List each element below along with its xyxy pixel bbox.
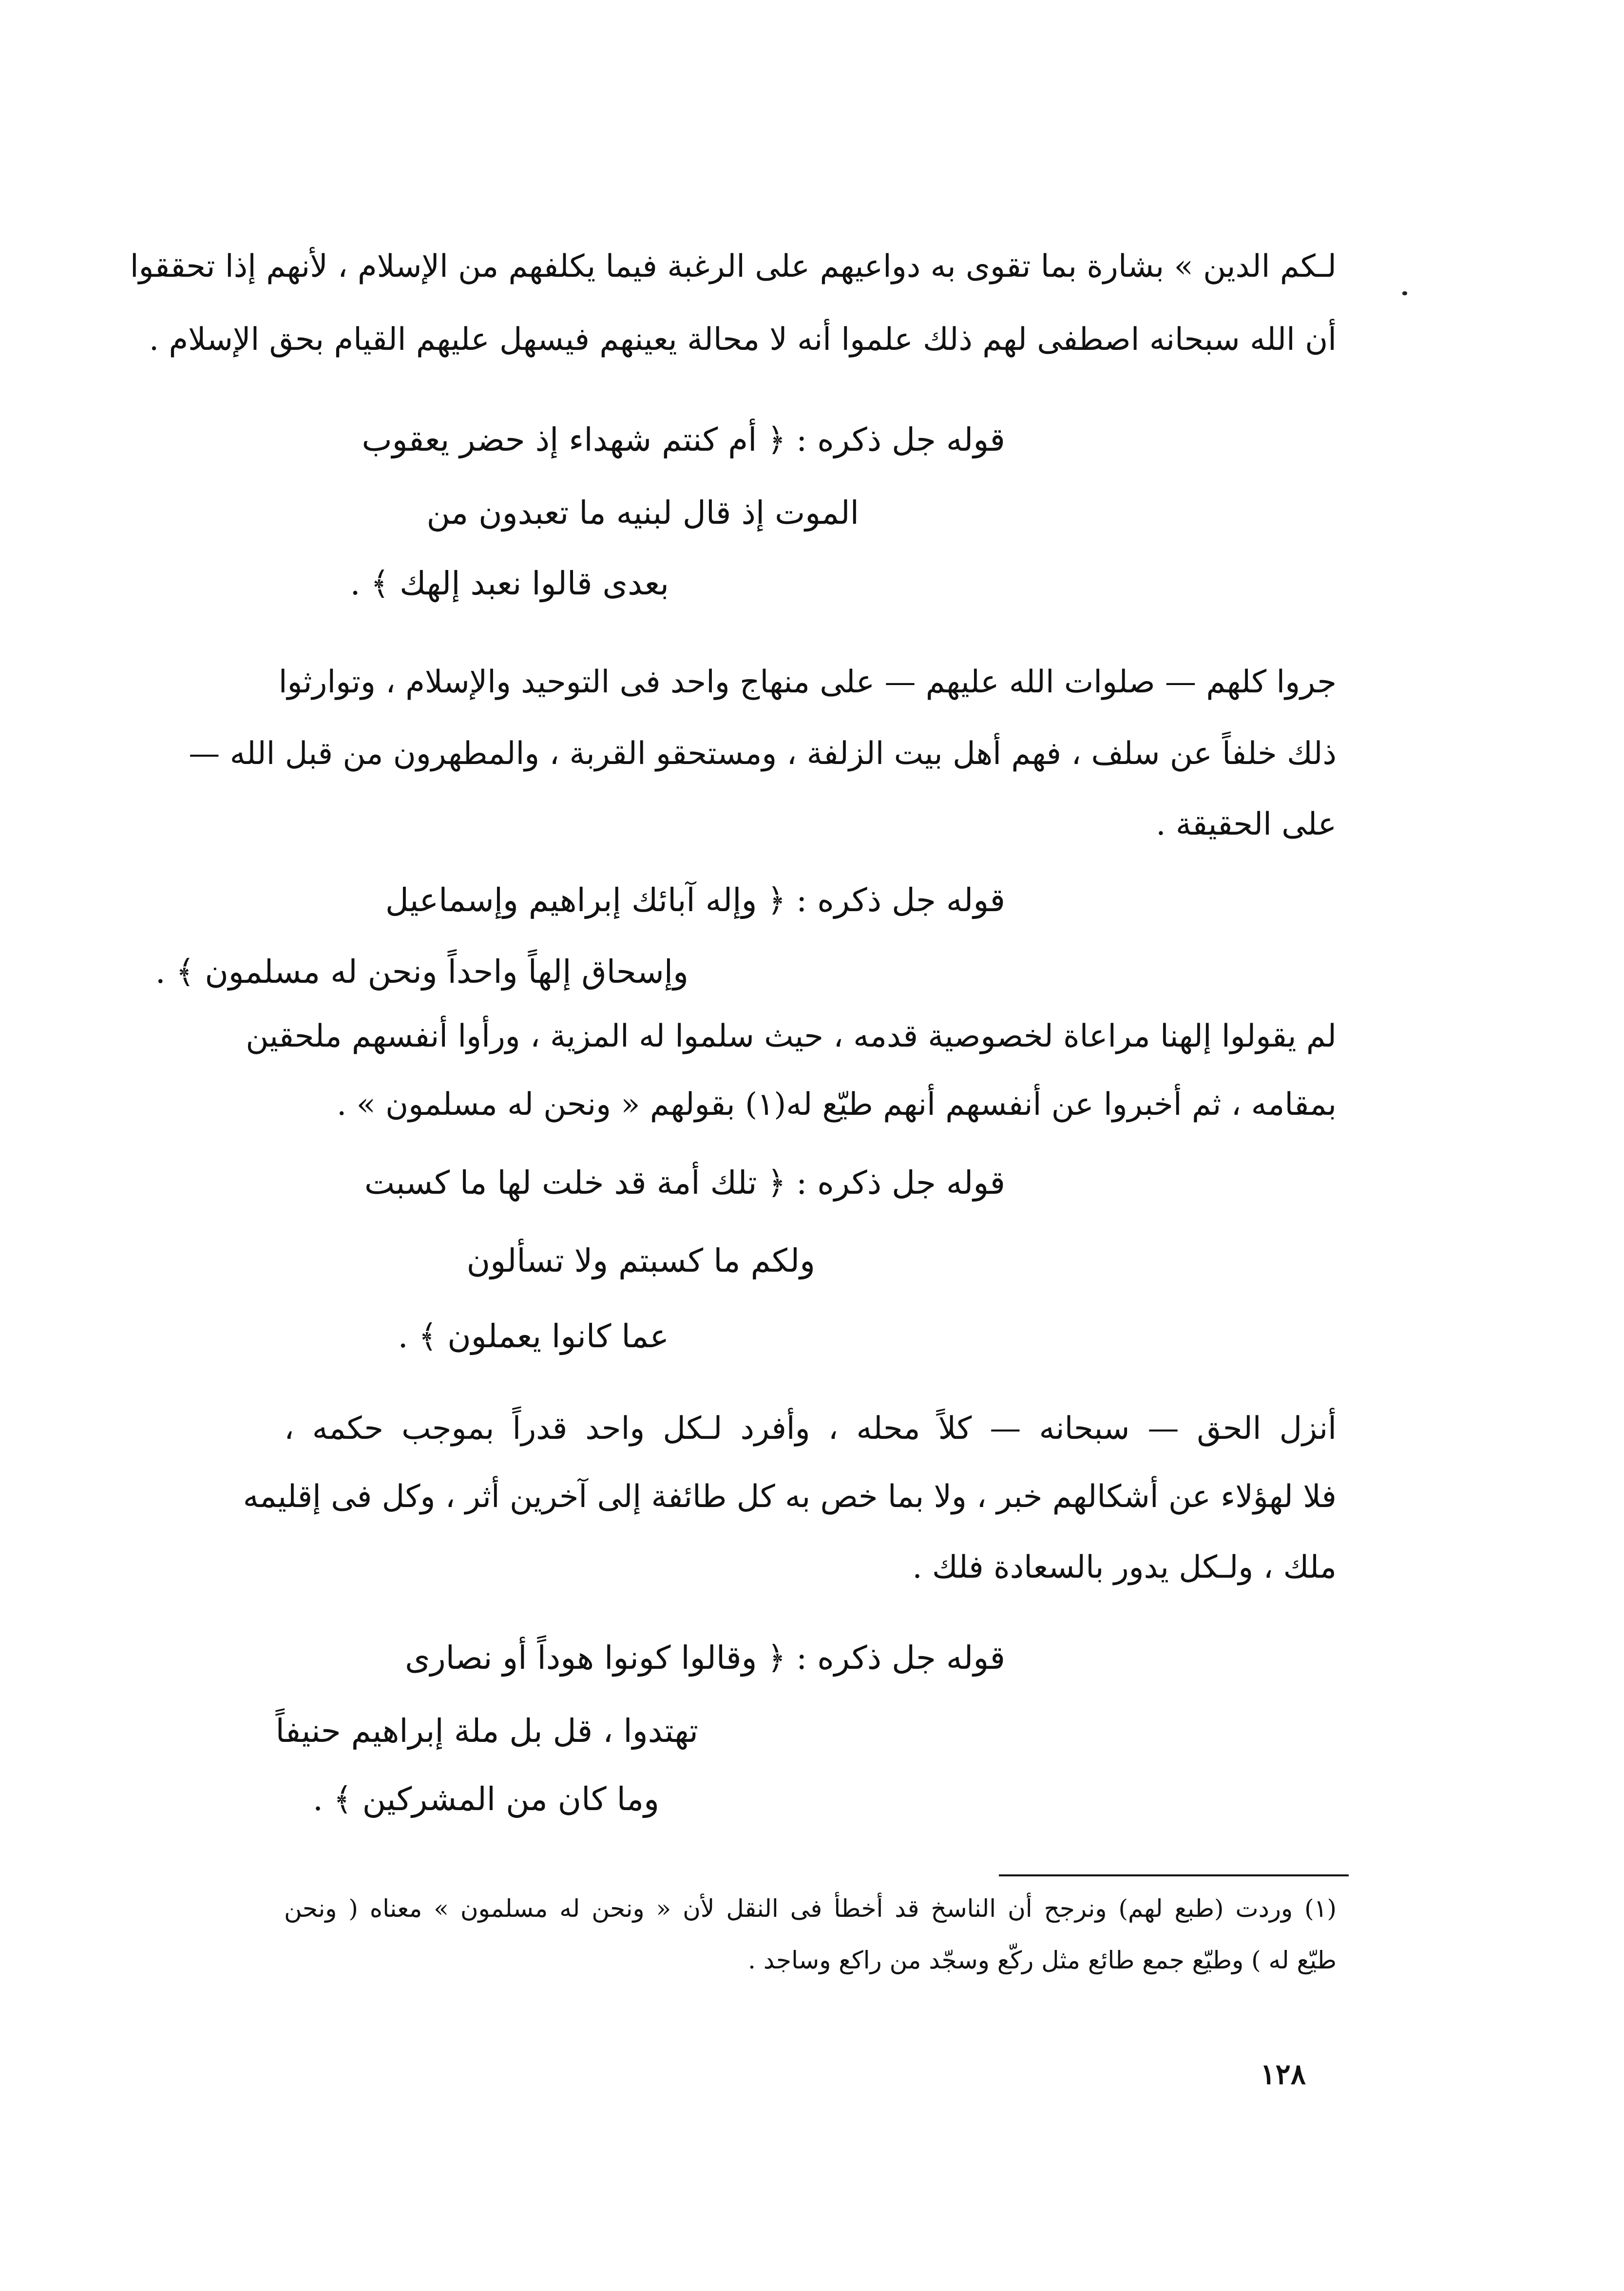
para2-line-1: جروا كلهم — صلوات الله عليهم — على منهاج واحد فى التوحيد والإسلام ، وتوارثوا — [278, 664, 1337, 700]
verse1-line-2: الموت إذ قال لبنيه ما تعبدون من — [426, 494, 859, 532]
para1-line-1: لـكم الدين » بشارة بما تقوى به دواعيهم على الرغبة فيما يكلفهم من الإسلام ، لأنهم إذا تحققوا — [130, 248, 1337, 285]
verse1-line-1: قوله جل ذكره : ﴿ أم كنتم شهداء إذ حضر يعقوب — [362, 421, 1005, 458]
para2-line-2: ذلك خلفاً عن سلف ، فهم أهل بيت الزلفة ، ومستحقو القربة ، والمطهرون من قبل الله — — [189, 736, 1337, 772]
para3-line-1: لم يقولوا إلهنا مراعاة لخصوصية قدمه ، حيث سلموا له المزية ، ورأوا أنفسهم ملحقين — [246, 1018, 1337, 1054]
verse4-line-1: قوله جل ذكره : ﴿ وقالوا كونوا هوداً أو نصارى — [405, 1639, 1005, 1677]
verse4-line-3: وما كان من المشركين ﴾ . — [313, 1780, 659, 1818]
para4-line-2: فلا لهؤلاء عن أشكالهم خبر ، ولا بما خص به كل طائفة إلى آخرين أثر ، وكل فى إقليمه — [243, 1479, 1337, 1515]
para1-line-2: أن الله سبحانه اصطفى لهم ذلك علموا أنه لا محالة يعينهم فيسهل عليهم القيام بحق الإسلام . — [149, 322, 1337, 358]
verse3-line-3: عما كانوا يعملون ﴾ . — [398, 1317, 669, 1355]
verse1-line-3: بعدى قالوا نعبد إلهك ﴾ . — [350, 565, 669, 602]
para4-line-1: أنزل الحق — سبحانه — كلاً محله ، وأفرد لـكل واحد قدراً بموجب حكمه ، — [284, 1411, 1337, 1447]
verse3-line-1: قوله جل ذكره : ﴿ تلك أمة قد خلت لها ما كسبت — [364, 1164, 1005, 1202]
footnote-separator — [999, 1874, 1349, 1876]
verse4-line-2: تهتدوا ، قل بل ملة إبراهيم حنيفاً — [275, 1712, 698, 1750]
para2-line-3: على الحقيقة . — [1156, 806, 1337, 842]
footnote-line-1: (١) وردت (طبع لهم) ونرجح أن الناسخ قد أخطأ فى النقل لأن « ونحن له مسلمون » معناه ( ونحن — [284, 1894, 1337, 1923]
margin-mark — [1402, 291, 1407, 295]
para3-line-2: بمقامه ، ثم أخبروا عن أنفسهم أنهم طيّع له(١) بقولهم « ونحن له مسلمون » . — [336, 1087, 1337, 1123]
verse3-line-2: ولكم ما كسبتم ولا تسألون — [466, 1242, 815, 1279]
footnote-line-2: طيّع له ) وطيّع جمع طائع مثل ركّع وسجّد من راكع وساجد . — [748, 1946, 1337, 1974]
verse2-line-2: وإسحاق إلهاً واحداً ونحن له مسلمون ﴾ . — [155, 953, 688, 991]
verse2-line-1: قوله جل ذكره : ﴿ وإله آبائك إبراهيم وإسماعيل — [385, 881, 1005, 919]
page-number: ١٢٨ — [1260, 2058, 1306, 2091]
para4-line-3: ملك ، ولـكل يدور بالسعادة فلك . — [912, 1549, 1337, 1585]
